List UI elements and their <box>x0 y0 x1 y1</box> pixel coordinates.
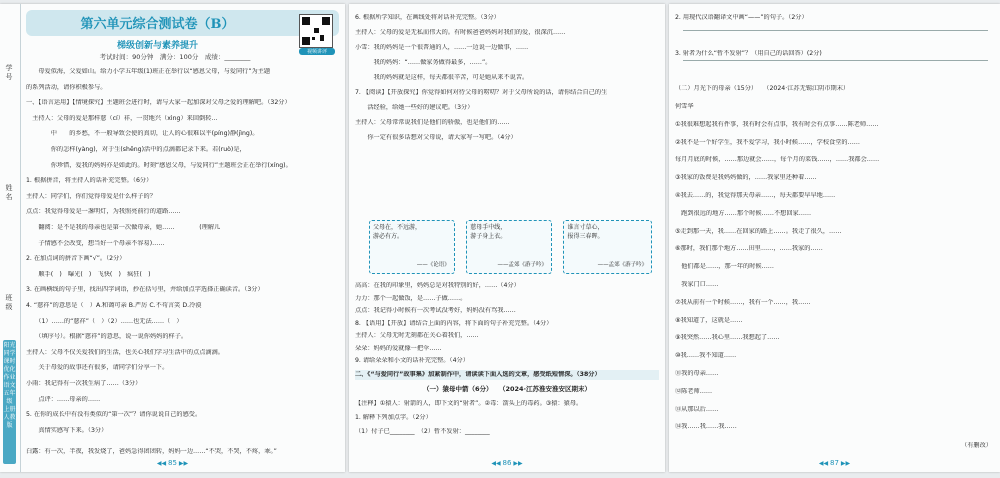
text-line: 跑到很远的地方……那个时候……不想回家…… <box>675 209 812 217</box>
page-86 <box>349 4 665 472</box>
text-line: 5. 在你的成长中有没有类似的“第一次”？请你说说自己的感受。 <box>26 411 202 419</box>
exam-subtitle: 梯级创新与素养提升 <box>116 41 198 51</box>
text-line: 高高：在我的印象里，妈妈总是对我特别的好，……（4分） <box>355 282 520 289</box>
student-info-sidebar <box>0 4 21 472</box>
text-line: ⑬从那以后…… <box>675 405 719 413</box>
text-line: ⑭我……我……我…… <box>675 423 737 431</box>
text-line: 子情感不会改变，想当好一个母亲不容易)…… <box>26 239 165 247</box>
qr-code-icon[interactable] <box>299 14 333 48</box>
text-line: ⑩我……我不知道…… <box>675 352 737 360</box>
text-line: 9. 请给朵朵和小文的话补充完整。（4分） <box>355 357 469 364</box>
page-85-content <box>26 10 339 455</box>
text-line: 7. 【阅读】【开放探究】你觉得如何对待父母的唠叨？对于父母所说的话，请你结合自己的生 <box>355 89 608 96</box>
text-line: 4. “慈祥”的意思是（ ）A.和蔼可亲 B.严厉 C.不苟言笑 D.冷漠 <box>26 302 202 309</box>
text-line: 翻阅：是不是我的母亲也是第一次做母亲，她…… (理解儿 <box>26 224 221 231</box>
text-line: 小雨：我记得有一次我生病了……（3分） <box>26 380 142 387</box>
text-line: 他们都是……，那一年的时候…… <box>675 263 774 271</box>
label-class: 班级 <box>5 294 13 311</box>
text-line: 主持人：父母无时无刻都在关心着我们，…… <box>355 332 479 339</box>
text-line: ⑨我突然……我心里……我想起了…… <box>675 334 780 342</box>
answer-line[interactable] <box>683 60 988 61</box>
text-line: 点点：我记得小时候有一次考试没考好，妈妈没有骂我…… <box>355 307 516 314</box>
quote-box-2: 慈母手中线， 游子身上衣。 ——孟郊《游子吟》 <box>466 220 552 274</box>
text-line: 你一定有很多话想对父母说，请大家写一写吧。（4分） <box>355 134 517 141</box>
text-line: 何雪华 <box>675 103 694 110</box>
text-line: （二）月光下的母亲（15分） （2024·江苏无锡江阴市期末） <box>675 85 850 93</box>
book-title-strip: 阳光同学课时优化作业 语文五年级 上册 人教版 <box>3 340 16 464</box>
page-86-content <box>355 10 659 452</box>
text-line: 活经验，给她一些好的建议吧。（3分） <box>355 104 474 111</box>
text-line: 主持人：父母的爱是那样慈（cí）祥，一贯地兴（xìng）来回倒转… <box>26 114 218 122</box>
quote-box-3: 谁言寸草心， 报得三春晖。 ——孟郊《游子吟》 <box>563 220 652 274</box>
text-line: 1. 根据拼音，将主持人的话补充完整。（6分） <box>26 177 153 185</box>
text-line: ⑤走到那一天，我……在回家的路上……。我走了很久，…… <box>675 227 842 235</box>
quote-box-1: 父母在，不远游， 游必有方。 ——《论语》 <box>369 220 455 274</box>
text-line: （填序号）。根据“慈祥”的意思，说一说你妈妈的样子。 <box>26 333 188 341</box>
text-line: 力力：那个一起做饭，是……子做……。 <box>355 294 467 302</box>
abridged-note: （有删改） <box>961 442 992 449</box>
text-line: 3. 在画横线的句子里，找出四字词语，抄在括号里，并给加点字选择正确读音。（3分） <box>26 286 264 294</box>
text-line: 顺手( ) 曝光( ) 飞快( ) 疯狂( ) <box>26 270 151 278</box>
text-line: 6. 根据所学知识，在画线处将对话补充完整。（3分） <box>355 14 500 21</box>
text-line: 主持人：同学们，你们觉得母爱是什么样子的？ <box>26 192 156 200</box>
text-line: ⑥那时，我们那个地方……田里……，……我家的…… <box>675 245 823 253</box>
text-line: ⑦我从前有一个时候……，我有一个……，我…… <box>675 298 811 306</box>
text-line: 你的怎样(yàng)，对于生(shēng)活中的点滴都记录下来。若(ruò)是， <box>26 146 246 153</box>
quote-boxes <box>369 220 655 276</box>
text-line: 朵朵：妈妈的爱就像一把伞…… <box>355 344 442 352</box>
text-line: ⑪我的母亲…… <box>675 370 719 377</box>
text-line: ③我家的饭费是我妈妈做的，……我家里还种着…… <box>675 174 817 182</box>
text-line: 我的妈妈：“……做家务做得最多，……”。 <box>355 59 492 66</box>
text-line: ⑧我知道了，这就是…… <box>675 316 743 324</box>
text-line: 母爱似海，父爱如山。给力小学五年级(1)班正在举行以“感恩父母，与爱同行”为主题 <box>26 68 271 75</box>
section-2-heading: 二、《“与爱同行”故事集》加紧制作中，请读读下面入选的文章，感受纸短情深。（38分） <box>355 371 601 378</box>
page-85 <box>0 4 345 472</box>
exam-title: 第六单元综合测试卷（B） <box>80 17 235 32</box>
text-line: 8. 【语用】【开放】请结合上面的内容，将下面的句子补充完整。（4分） <box>355 319 553 327</box>
page-87 <box>669 4 1000 472</box>
page-number-85: ◀◀ 85 ▶▶ <box>156 459 189 467</box>
exam-info: 考试时间：90分钟 满分：100分 成绩：________ <box>99 53 251 61</box>
label-name: 姓名 <box>5 184 13 201</box>
text-line: （1）……的“慈祥”（ ）（2）……也无法……（ ） <box>26 317 183 325</box>
text-line: ⑫陈老师…… <box>675 387 713 395</box>
text-line: 主持人：父母常常说我们是他们的骄傲，也是他们的…… <box>355 119 510 126</box>
text-line: 我家门口…… <box>675 281 719 288</box>
text-line: 小雪：我的妈妈是一个很普通的人，……一边说一边做事，…… <box>355 44 529 51</box>
text-line: 一、【语言运用】【情境探究】主题班会进行时，请与大家一起加深对父母之爱的理解吧。（32分） <box>26 99 291 107</box>
text-line: 每月月底的时候，……那边就会……，每个月的菜钱……，……我都会…… <box>675 156 880 164</box>
text-line: 的系列活动，请你积极参与。 <box>26 83 107 91</box>
page-87-content <box>675 10 992 452</box>
answer-line[interactable] <box>683 30 988 31</box>
text-line: 真情实感写下来。（3分） <box>26 426 108 434</box>
bottom-line: 白露：有一次，半夜，我发烧了，爸妈急得团团转，妈妈一边……“不哭，不哭，不疼，乖。” <box>26 448 277 455</box>
text-line: 1. 解释下列加点字。（2分） <box>355 414 432 421</box>
page-number-87: ◀◀ 87 ▶▶ <box>818 459 851 467</box>
section-2-subheading: （一）猿母中箭（6分） （2024·江苏淮安淮安区期末） <box>422 385 592 393</box>
text-line: 2. 在加点词的拼音下画“√”。（2分） <box>26 255 126 263</box>
qr-label: 视频讲评 <box>299 48 335 55</box>
label-student-id: 学号 <box>5 64 13 81</box>
text-line: ①我很难想起我有件事，我有时会有点事，我有时会有点事……陈老师…… <box>675 120 879 128</box>
text-line: 关于母爱的故事还有很多，请同学们分享一下。 <box>26 364 169 372</box>
text-line: （1）付子已________ （2）暂不发射：________ <box>355 428 490 435</box>
text-line: ④我去……的，我觉得那天母亲……，每天都要早早地…… <box>675 192 836 199</box>
text-line: 3. 射者为什么“暂不发射”？（用自己的话回答）(2分) <box>675 49 822 57</box>
text-line: ②我不是一个好学生，我不爱学习，我小时候……，学校食堂的…… <box>675 138 860 146</box>
text-line: 点点：我觉得母爱是一盏明灯，为我照亮前行的道路…… <box>26 208 181 216</box>
text-line: 点评：……母亲的…… <box>26 395 101 403</box>
text-line: 中 的乡愁，不一般导致会使的真切，让人的心很难以平(píng)静(jìng)。 <box>26 130 259 138</box>
text-line: 【注释】①猿人：射箭的人，即下文的“射者”。②毒：箭头上的毒药。③猿：猿母。 <box>355 400 583 407</box>
text-line: 你珍惜，爱我的妈妈亦是如此的。时刻“感恩父母，与爱同行”主题班会正在举行(xíng)。 <box>26 161 292 169</box>
text-line: 2. 用现代汉语翻译文中画“——”的句子。（2分） <box>675 14 808 21</box>
text-line: 我的妈妈就是这样，每天都很辛苦，可是她从来不说苦。 <box>355 74 529 81</box>
page-number-86: ◀◀ 86 ▶▶ <box>491 459 523 467</box>
text-line: 主持人：父母不仅关爱我们的生活，也关心我们学习生活中的点点滴滴。 <box>26 348 224 356</box>
text-line: 主持人：父母的爱是无私而伟大的。有时候爸爸妈妈对我们的爱，很深沉…… <box>355 29 566 36</box>
